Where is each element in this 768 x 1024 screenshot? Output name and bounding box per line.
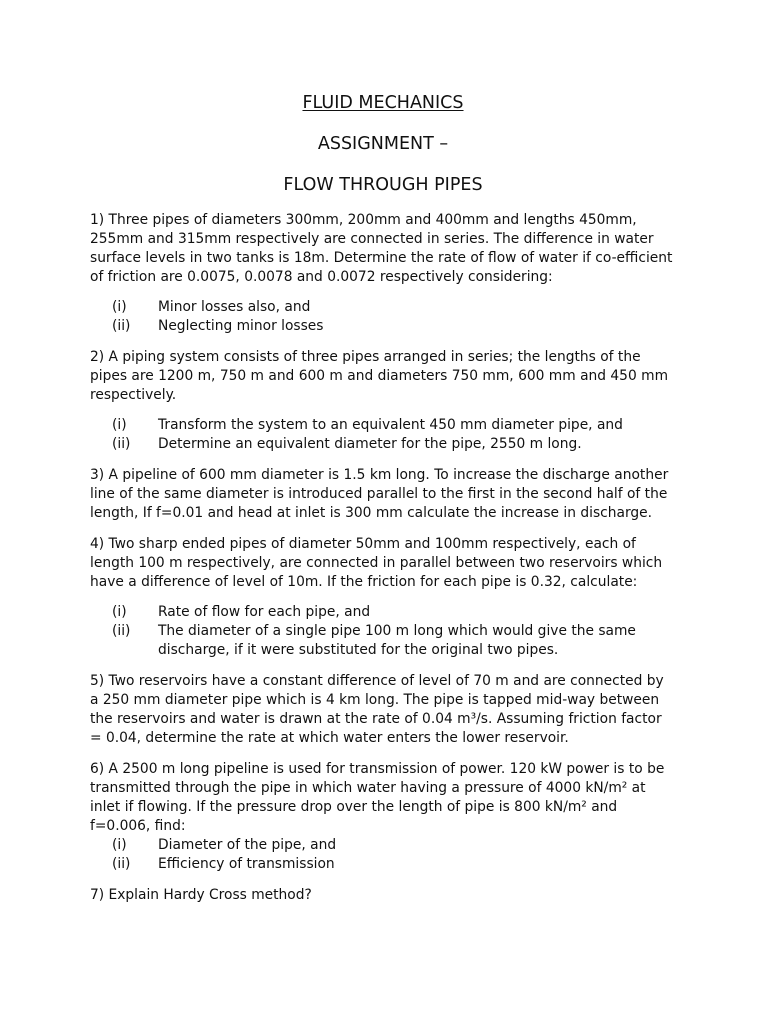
subitem-text: Neglecting minor losses — [158, 318, 324, 334]
question-1-subitem-ii — [112, 317, 676, 336]
question-2-subitem-i — [112, 416, 676, 435]
subitem-number: (i) — [112, 417, 127, 433]
question-2-subitems — [90, 416, 676, 454]
subitem-text: Efficiency of transmission — [158, 856, 335, 872]
question-1-subitems — [90, 298, 676, 336]
question-5-text: 5) Two reservoirs have a constant difference of level of 70 m and are connected by a 250 mm diameter pipe which is 4 km long. The pipe is tapped mid-way between the reservoirs and water is drawn at the rate of 0.04 m³/s. Assuming friction factor = 0.04, determine the rate at which water enters the lower reservoir. — [90, 673, 664, 746]
question-5 — [90, 672, 676, 748]
question-3-text: 3) A pipeline of 600 mm diameter is 1.5 km long. To increase the discharge another line of the same diameter is introduced parallel to the first in the second half of the length, If f=0.01 and head at inlet is 300 mm calculate the increase in discharge. — [90, 467, 669, 521]
subitem-number: (i) — [112, 837, 127, 853]
subitem-number: (ii) — [112, 318, 131, 334]
question-6-text: 6) A 2500 m long pipeline is used for transmission of power. 120 kW power is to be transmitted through the pipe in which water having a pressure of 4000 kN/m² at inlet if flowing. If the pressure drop over the length of pipe is 800 kN/m² and f=0.006, find: — [90, 761, 665, 834]
subitem-number: (i) — [112, 604, 127, 620]
question-2 — [90, 348, 676, 454]
question-1-subitem-i — [112, 298, 676, 317]
assignment-heading: ASSIGNMENT – — [317, 134, 449, 154]
question-7 — [90, 886, 676, 905]
question-6-subitem-ii — [112, 855, 676, 874]
question-1 — [90, 211, 676, 336]
title-fluid-mechanics: FLUID MECHANICS — [302, 93, 464, 113]
subitem-number: (ii) — [112, 623, 131, 639]
question-4-text: 4) Two sharp ended pipes of diameter 50mm and 100mm respectively, each of length 100 m respectively, are connected in parallel between two reservoirs which have a difference of level of 10m. If the friction for each pipe is 0.32, calculate: — [90, 536, 663, 590]
subitem-number: (i) — [112, 299, 127, 315]
subitem-text: Minor losses also, and — [158, 299, 311, 315]
subitem-text: Diameter of the pipe, and — [158, 837, 337, 853]
document-title — [90, 92, 676, 114]
question-7-text: 7) Explain Hardy Cross method? — [90, 887, 312, 903]
question-4 — [90, 535, 676, 660]
subitem-text: The diameter of a single pipe 100 m long which would give the same discharge, if it were substituted for the original two pipes. — [158, 623, 636, 658]
subitem-text: Determine an equivalent diameter for the pipe, 2550 m long. — [158, 436, 582, 452]
question-2-text: 2) A piping system consists of three pipes arranged in series; the lengths of the pipes are 1200 m, 750 m and 600 m and diameters 750 mm, 600 mm and 450 mm respectively. — [90, 349, 669, 403]
subitem-number: (ii) — [112, 436, 131, 452]
question-2-subitem-ii — [112, 435, 676, 454]
question-4-subitems — [90, 603, 676, 660]
question-3 — [90, 466, 676, 523]
question-1-text: 1) Three pipes of diameters 300mm, 200mm and 400mm and lengths 450mm, 255mm and 315mm respectively are connected in series. The difference in water surface levels in two tanks is 18m. Determine the rate of flow of water if co-efficient of friction are 0.0075, 0.0078 and 0.0072 respectively considering: — [90, 212, 673, 285]
question-4-subitem-i — [112, 603, 676, 622]
subitem-number: (ii) — [112, 856, 131, 872]
question-6-subitem-i — [112, 836, 676, 855]
subitem-text: Rate of flow for each pipe, and — [158, 604, 371, 620]
question-6-subitems — [90, 836, 676, 874]
question-4-subitem-ii — [112, 622, 676, 660]
question-6 — [90, 760, 676, 874]
subitem-text: Transform the system to an equivalent 450 mm diameter pipe, and — [158, 417, 623, 433]
topic-heading: FLOW THROUGH PIPES — [283, 175, 483, 195]
